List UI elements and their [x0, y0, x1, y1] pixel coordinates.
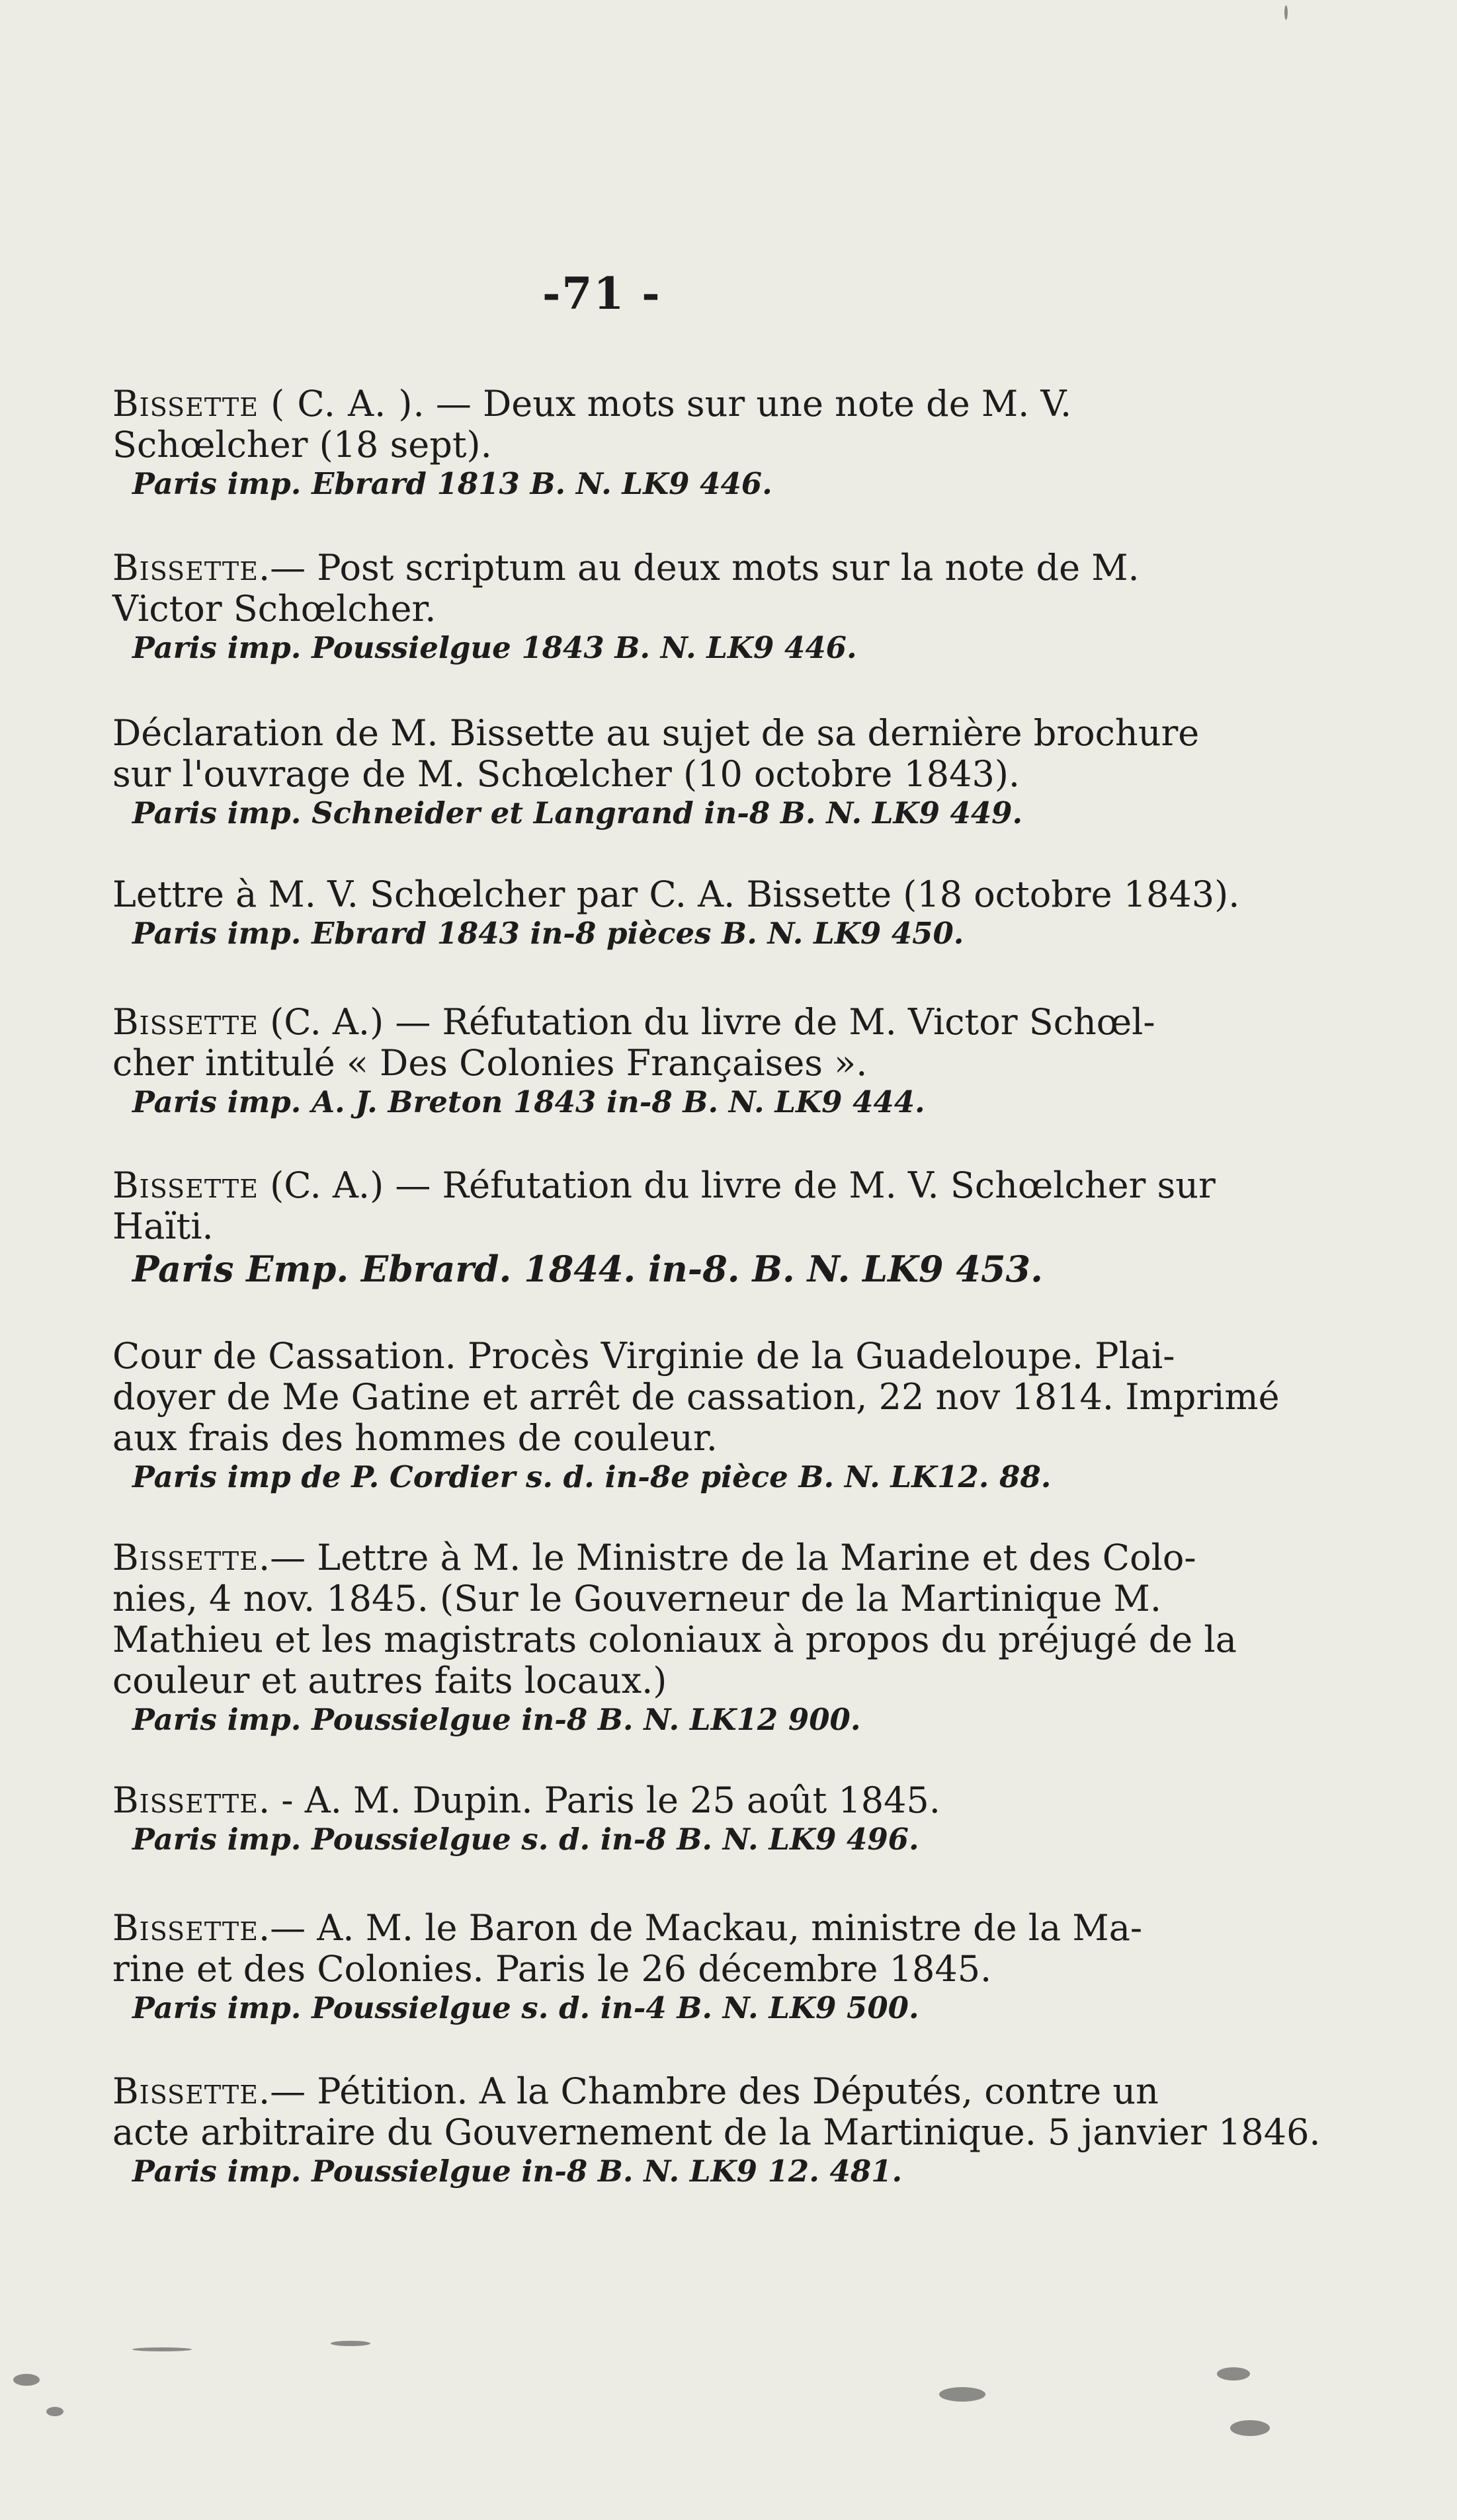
page-number: -71 - — [542, 268, 661, 319]
bibliography-entry — [112, 1537, 1237, 1738]
entry-imprint: Paris imp. Ebrard 1813 B. N. LK9 446. — [132, 466, 772, 501]
bibliography-entry — [112, 548, 1224, 667]
entry-imprint: Paris imp. Schneider et Langrand in-8 B. N. LK9 449. — [132, 795, 1023, 831]
entry-line: Schœlcher (18 sept). — [112, 424, 492, 466]
bibliography-entry — [112, 1165, 1224, 1291]
entry-line: Victor Schœlcher. — [112, 588, 437, 630]
bibliography-entry — [112, 1335, 1280, 1496]
scan-speck — [1230, 2420, 1270, 2436]
entry-author: Bissette — [112, 1164, 259, 1206]
entry-line: nies, 4 nov. 1845. (Sur le Gouverneur de la Martinique M. — [112, 1578, 1162, 1619]
entry-imprint: Paris imp. Ebrard 1843 in-8 pièces B. N. LK9 450. — [132, 916, 964, 951]
entry-line: sur l'ouvrage de M. Schœlcher (10 octobre 1843). — [112, 753, 1020, 795]
entry-imprint: Paris imp. Poussielgue 1843 B. N. LK9 446. — [132, 630, 857, 665]
scan-speck — [1217, 2367, 1250, 2380]
bibliography-entry — [112, 384, 1224, 503]
scan-speck — [939, 2387, 985, 2402]
entry-imprint: Paris imp de P. Cordier s. d. in-8e pièce B. N. LK12. 88. — [132, 1459, 1052, 1494]
entry-imprint: Paris imp. A. J. Breton 1843 in-8 B. N. LK9 444. — [132, 1084, 925, 1119]
entry-line: Bissette.— Post scriptum au deux mots sur la note de M. — [112, 547, 1140, 589]
entry-line: Lettre à M. V. Schœlcher par C. A. Bissette (18 octobre 1843). — [112, 874, 1240, 915]
entry-imprint: Paris imp. Poussielgue s. d. in-8 B. N. LK9 496. — [132, 1822, 919, 1857]
scan-speck — [331, 2341, 370, 2346]
entry-author: Bissette ( C. A. ) — [112, 383, 413, 425]
entry-line: Cour de Cassation. Procès Virginie de la Guadeloupe. Plai- — [112, 1335, 1175, 1377]
scan-speck — [46, 2407, 63, 2416]
scan-speck — [1284, 5, 1288, 20]
entry-line: cher intitulé « Des Colonies Françaises ». — [112, 1042, 868, 1084]
entry-line: acte arbitraire du Gouvernement de la Martinique. 5 janvier 1846. — [112, 2111, 1321, 2153]
entry-author: Bissette — [112, 1537, 259, 1578]
entry-line: Mathieu et les magistrats coloniaux à propos du préjugé de la — [112, 1619, 1237, 1660]
bibliography-entry — [112, 1780, 1224, 1858]
entry-imprint: Paris imp. Poussielgue in-8 B. N. LK12 900. — [132, 1702, 861, 1737]
entry-author: Bissette — [112, 1001, 259, 1043]
entry-line: Bissette (C. A.) — Réfutation du livre de M. V. Schœlcher sur — [112, 1164, 1216, 1206]
bibliography-entry — [112, 2070, 1321, 2190]
entry-line: Haïti. — [112, 1205, 214, 1247]
entry-line: Bissette (C. A.) — Réfutation du livre de M. Victor Schœl- — [112, 1001, 1155, 1043]
entry-imprint: Paris Emp. Ebrard. 1844. in-8. B. N. LK9 453. — [132, 1248, 1043, 1290]
scan-speck — [13, 2374, 40, 2386]
bibliography-entry — [112, 874, 1240, 952]
entry-line: Bissette. - A. M. Dupin. Paris le 25 août 1845. — [112, 1779, 940, 1821]
scan-speck — [132, 2347, 192, 2351]
bibliography-entry — [112, 1002, 1224, 1121]
entry-imprint: Paris imp. Poussielgue in-8 B. N. LK9 12. 481. — [132, 2154, 903, 2189]
entry-line: rine et des Colonies. Paris le 26 décembre 1845. — [112, 1948, 992, 1990]
entry-line: Bissette.— Pétition. A la Chambre des Députés, contre un — [112, 2070, 1159, 2112]
entry-author: Bissette — [112, 547, 259, 589]
entry-line: aux frais des hommes de couleur. — [112, 1417, 718, 1459]
entry-imprint: Paris imp. Poussielgue s. d. in-4 B. N. LK9 500. — [132, 1990, 919, 2025]
entry-line: Bissette.— Lettre à M. le Ministre de la Marine et des Colo- — [112, 1537, 1196, 1578]
bibliography-entry — [112, 1908, 1224, 2027]
entry-line: Bissette ( C. A. ). — Deux mots sur une note de M. V. — [112, 383, 1072, 425]
bibliography-entry — [112, 713, 1224, 832]
entry-line: Déclaration de M. Bissette au sujet de sa dernière brochure — [112, 712, 1200, 754]
entry-line: Bissette.— A. M. le Baron de Mackau, ministre de la Ma- — [112, 1907, 1143, 1949]
entry-line: doyer de Me Gatine et arrêt de cassation, 22 nov 1814. Imprimé — [112, 1376, 1280, 1418]
entry-author: Bissette — [112, 1779, 259, 1821]
entry-author: Bissette — [112, 1907, 259, 1949]
entry-author: Bissette — [112, 2070, 259, 2112]
entry-line: couleur et autres faits locaux.) — [112, 1660, 667, 1701]
